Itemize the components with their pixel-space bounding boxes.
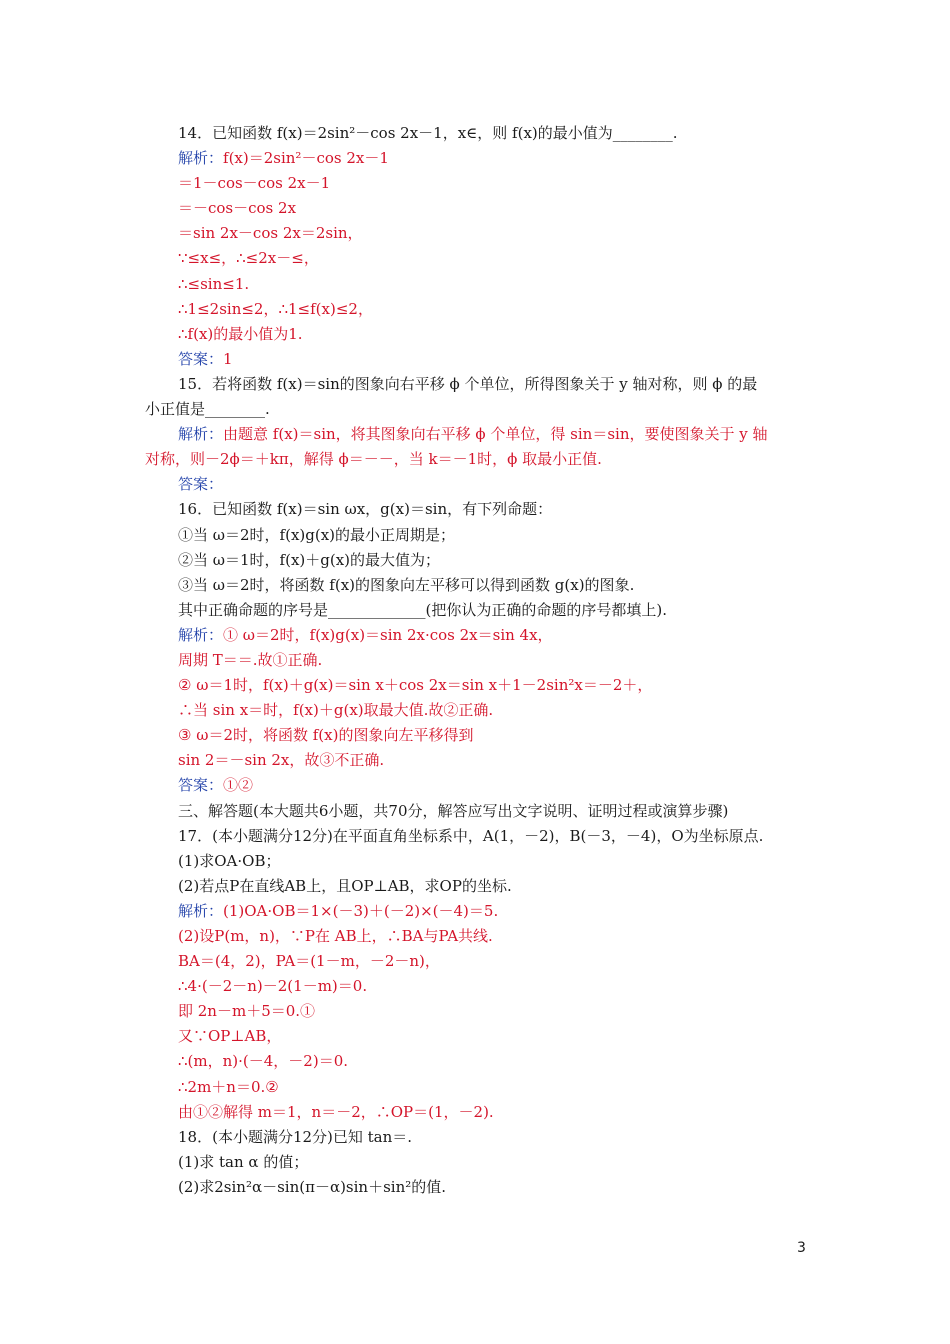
page-content xyxy=(145,121,818,1200)
line-text: ∴当 sin x＝时，f(x)＋g(x)取最大值.故②正确. xyxy=(178,701,494,720)
solution-line xyxy=(178,1024,818,1049)
line-text: ∴(m，n)·(－4，－2)＝0. xyxy=(178,1052,349,1071)
solution-line xyxy=(178,698,818,723)
solution-line xyxy=(178,221,818,246)
line-text: 小正值是________. xyxy=(145,400,270,419)
solution-line xyxy=(178,623,818,648)
line-text: ③当 ω＝2时，将函数 f(x)的图象向左平移可以得到函数 g(x)的图象. xyxy=(178,575,635,594)
line-text: ② ω＝1时，f(x)＋g(x)＝sin x＋cos 2x＝sin x＋1－2sin²x＝－2＋， xyxy=(178,676,653,695)
line-text: ＝1－cos－cos 2x－1 xyxy=(178,174,331,193)
line-text: ＝－cos－cos 2x xyxy=(178,199,297,218)
answer-label: 解析： xyxy=(178,901,224,920)
answer-label: 答案： xyxy=(178,475,224,494)
line-text: ∴4·(－2－n)－2(1－m)＝0. xyxy=(178,977,368,996)
answer-label: 答案： xyxy=(178,776,224,795)
line-text: ∴2m＋n＝0.② xyxy=(178,1077,279,1096)
line-text: ∴≤sin≤1. xyxy=(178,274,250,293)
solution-line xyxy=(178,949,818,974)
solution-line xyxy=(178,748,818,773)
line-text: 由①②解得 m＝1，n＝－2，∴OP＝(1，－2). xyxy=(178,1102,494,1121)
solution-line xyxy=(178,246,818,271)
line-text: BA＝(4，2)，PA＝(1－m，－2－n)， xyxy=(178,952,440,971)
question-line xyxy=(178,1175,818,1200)
line-text: 周期 T＝＝.故①正确. xyxy=(178,650,323,669)
line-text: 15．若将函数 f(x)＝sin的图象向右平移 ϕ 个单位，所得图象关于 y 轴对称，则 ϕ 的最 xyxy=(178,374,758,393)
solution-line xyxy=(178,297,818,322)
line-text: 1 xyxy=(223,349,233,368)
solution-line xyxy=(178,146,818,171)
question-line xyxy=(178,874,818,899)
line-text: f(x)＝2sin²－cos 2x－1 xyxy=(223,149,389,168)
question-line xyxy=(178,372,818,397)
question-line xyxy=(178,1125,818,1150)
question-line xyxy=(178,121,818,146)
solution-line xyxy=(178,171,818,196)
line-text: ＝sin 2x－cos 2x＝2sin， xyxy=(178,224,363,243)
line-text: (2)若点P在直线AB上，且OP⊥AB，求OP的坐标. xyxy=(178,876,512,895)
answer-label: 答案： xyxy=(178,349,224,368)
question-line xyxy=(178,497,818,522)
line-text: (2)求2sin²α－sin(π－α)sin＋sin²的值. xyxy=(178,1177,447,1196)
solution-line xyxy=(145,447,818,472)
question-line xyxy=(178,523,818,548)
line-text: (2)设P(m，n)，∵P在 AB上，∴BA与PA共线. xyxy=(178,927,493,945)
line-text: ①当 ω＝2时，f(x)g(x)的最小正周期是； xyxy=(178,525,456,544)
line-text: 16．已知函数 f(x)＝sin ωx，g(x)＝sin，有下列命题： xyxy=(178,500,553,519)
line-text: 对称，则－2ϕ＝＋kπ，解得 ϕ＝－－，当 k＝－1时，ϕ 取最小正值. xyxy=(145,450,602,469)
solution-line xyxy=(178,347,818,372)
line-text: 又∵OP⊥AB， xyxy=(178,1027,282,1046)
solution-line xyxy=(178,472,818,497)
question-line xyxy=(178,824,818,849)
line-text: ②当 ω＝1时，f(x)＋g(x)的最大值为； xyxy=(178,550,441,569)
solution-line xyxy=(178,196,818,221)
solution-line xyxy=(178,924,818,949)
solution-line xyxy=(178,1100,818,1125)
line-text: 由题意 f(x)＝sin，将其图象向右平移 ϕ 个单位，得 sin＝sin，要使图象关于 y 轴 xyxy=(223,425,768,444)
answer-label: 解析： xyxy=(178,149,224,168)
line-text: ∵≤x≤，∴≤2x－≤， xyxy=(178,249,319,268)
solution-line xyxy=(178,322,818,347)
line-text: 其中正确命题的序号是_____________(把你认为正确的命题的序号都填上). xyxy=(178,600,667,619)
question-line xyxy=(178,849,818,874)
line-text: ①② xyxy=(223,776,254,795)
question-line xyxy=(178,799,818,824)
line-text: 18．(本小题满分12分)已知 tan＝. xyxy=(178,1127,413,1146)
line-text: 17．(本小题满分12分)在平面直角坐标系中，A(1，－2)，B(－3，－4)，O为坐标原点. xyxy=(178,826,764,845)
line-text: (1)求 tan α 的值； xyxy=(178,1152,309,1171)
solution-line xyxy=(178,974,818,999)
solution-line xyxy=(178,1049,818,1074)
line-text: (1)OA·OB＝1×(－3)＋(－2)×(－4)＝5. xyxy=(223,901,499,920)
answer-label: 解析： xyxy=(178,625,224,644)
page-number: 3 xyxy=(797,1240,806,1256)
answer-label: 解析： xyxy=(178,425,224,444)
solution-line xyxy=(178,422,818,447)
line-text: ∴f(x)的最小值为1. xyxy=(178,324,303,343)
line-text: sin 2＝－sin 2x，故③不正确. xyxy=(178,751,385,770)
solution-line xyxy=(178,999,818,1024)
solution-line xyxy=(178,272,818,297)
line-text: 即 2n－m＋5＝0.① xyxy=(178,1002,316,1021)
question-line xyxy=(178,1150,818,1175)
line-text: 14．已知函数 f(x)＝2sin²－cos 2x－1，x∈，则 f(x)的最小值为________. xyxy=(178,124,678,142)
solution-line xyxy=(178,899,818,924)
question-line xyxy=(178,548,818,573)
line-text: ③ ω＝2时，将函数 f(x)的图象向左平移得到 xyxy=(178,726,474,745)
line-text: ① ω＝2时，f(x)g(x)＝sin 2x·cos 2x＝sin 4x， xyxy=(223,625,553,644)
line-text: 三、解答题(本大题共6小题，共70分，解答应写出文字说明、证明过程或演算步骤) xyxy=(178,801,729,820)
line-text: ∴1≤2sin≤2，∴1≤f(x)≤2， xyxy=(178,299,373,318)
line-text: (1)求OA·OB； xyxy=(178,851,281,870)
solution-line xyxy=(178,773,818,798)
solution-line xyxy=(178,723,818,748)
question-line xyxy=(145,397,818,422)
solution-line xyxy=(178,648,818,673)
solution-line xyxy=(178,1075,818,1100)
question-line xyxy=(178,573,818,598)
question-line xyxy=(178,598,818,623)
solution-line xyxy=(178,673,818,698)
